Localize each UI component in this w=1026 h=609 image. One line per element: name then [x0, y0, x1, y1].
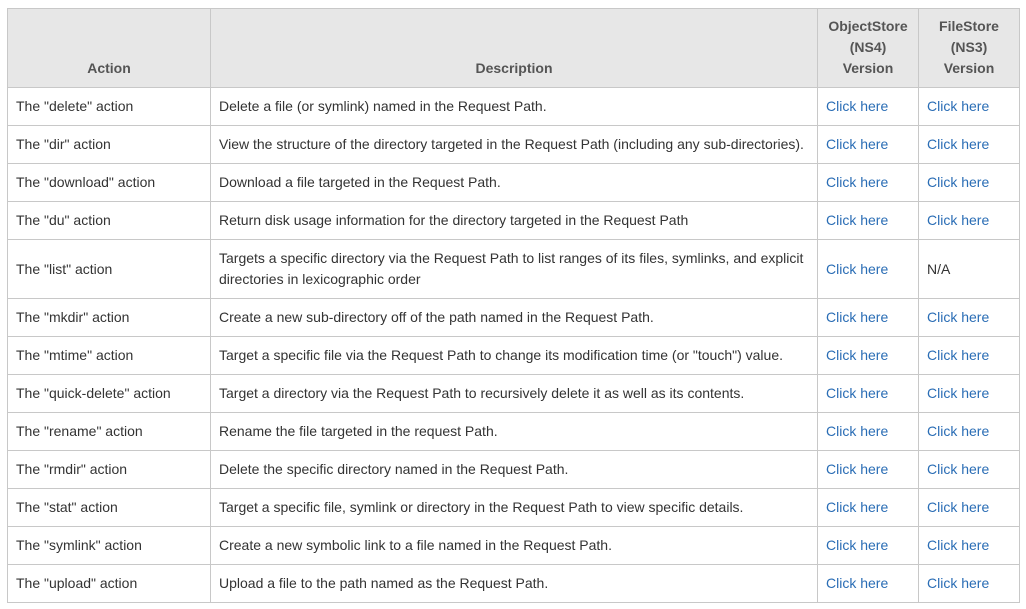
action-cell: The "symlink" action [8, 527, 211, 565]
action-cell: The "delete" action [8, 88, 211, 126]
header-objectstore [818, 9, 919, 88]
objectstore-link[interactable]: Click here [826, 423, 889, 439]
objectstore-cell [818, 337, 919, 375]
objectstore-link[interactable]: Click here [826, 461, 889, 477]
action-cell: The "quick-delete" action [8, 375, 211, 413]
filestore-link[interactable]: Click here [927, 136, 990, 152]
filestore-link[interactable]: Click here [927, 385, 990, 401]
action-cell: The "dir" action [8, 126, 211, 164]
objectstore-cell [818, 164, 919, 202]
objectstore-link[interactable]: Click here [826, 537, 889, 553]
header-filestore-line-1: FileStore [939, 18, 999, 34]
table-row [8, 337, 1020, 375]
filestore-cell [919, 489, 1020, 527]
filestore-cell [919, 202, 1020, 240]
objectstore-cell [818, 202, 919, 240]
objectstore-link[interactable]: Click here [826, 499, 889, 515]
actions-table [7, 8, 1020, 603]
action-cell: The "du" action [8, 202, 211, 240]
action-cell: The "list" action [8, 240, 211, 299]
header-objectstore-line-1: ObjectStore [828, 18, 908, 34]
table-row [8, 375, 1020, 413]
filestore-cell [919, 126, 1020, 164]
filestore-cell [919, 565, 1020, 603]
header-action [8, 9, 211, 88]
table-row [8, 489, 1020, 527]
filestore-link[interactable]: Click here [927, 174, 990, 190]
header-row [8, 9, 1020, 88]
action-cell: The "mtime" action [8, 337, 211, 375]
filestore-na-cell: N/A [919, 240, 1020, 299]
filestore-link[interactable]: Click here [927, 423, 990, 439]
objectstore-cell [818, 299, 919, 337]
description-cell: Upload a file to the path named as the Request Path. [211, 565, 818, 603]
description-cell: Target a specific file via the Request Path to change its modification time (or "touch") value. [211, 337, 818, 375]
description-cell: Download a file targeted in the Request Path. [211, 164, 818, 202]
description-cell: Delete a file (or symlink) named in the Request Path. [211, 88, 818, 126]
objectstore-cell [818, 375, 919, 413]
objectstore-cell [818, 88, 919, 126]
header-action-label: Action [87, 60, 131, 76]
filestore-link[interactable]: Click here [927, 98, 990, 114]
filestore-cell [919, 375, 1020, 413]
actions-table-wrapper [7, 8, 1020, 603]
description-cell: Create a new symbolic link to a file named in the Request Path. [211, 527, 818, 565]
header-filestore-line-3: Version [943, 60, 995, 76]
filestore-link[interactable]: Click here [927, 537, 990, 553]
table-row [8, 527, 1020, 565]
table-header [8, 9, 1020, 88]
action-cell: The "stat" action [8, 489, 211, 527]
objectstore-cell [818, 527, 919, 565]
filestore-cell [919, 164, 1020, 202]
description-cell: Rename the file targeted in the request Path. [211, 413, 818, 451]
objectstore-link[interactable]: Click here [826, 212, 889, 228]
table-row [8, 164, 1020, 202]
objectstore-link[interactable]: Click here [826, 309, 889, 325]
description-cell: Targets a specific directory via the Request Path to list ranges of its files, symlinks, and explicit directories in lexicographic order [211, 240, 818, 299]
objectstore-cell [818, 413, 919, 451]
objectstore-cell [818, 565, 919, 603]
objectstore-link[interactable]: Click here [826, 174, 889, 190]
objectstore-link[interactable]: Click here [826, 136, 889, 152]
filestore-cell [919, 527, 1020, 565]
filestore-cell [919, 451, 1020, 489]
filestore-cell [919, 413, 1020, 451]
description-cell: Return disk usage information for the directory targeted in the Request Path [211, 202, 818, 240]
objectstore-link[interactable]: Click here [826, 260, 889, 277]
action-cell: The "mkdir" action [8, 299, 211, 337]
header-description-label: Description [475, 60, 553, 76]
objectstore-link[interactable]: Click here [826, 575, 889, 591]
filestore-link[interactable]: Click here [927, 347, 990, 363]
header-filestore [919, 9, 1020, 88]
header-objectstore-line-3: Version [842, 60, 894, 76]
header-filestore-line-2: (NS3) [950, 39, 988, 55]
filestore-cell [919, 88, 1020, 126]
action-cell: The "rename" action [8, 413, 211, 451]
filestore-cell [919, 337, 1020, 375]
table-row [8, 88, 1020, 126]
objectstore-cell [818, 451, 919, 489]
table-row [8, 451, 1020, 489]
action-cell: The "upload" action [8, 565, 211, 603]
table-row [8, 413, 1020, 451]
objectstore-link[interactable]: Click here [826, 347, 889, 363]
table-row [8, 240, 1020, 299]
table-row [8, 202, 1020, 240]
description-cell: Target a specific file, symlink or directory in the Request Path to view specific details. [211, 489, 818, 527]
filestore-link[interactable]: Click here [927, 575, 990, 591]
objectstore-cell [818, 489, 919, 527]
filestore-link[interactable]: Click here [927, 309, 990, 325]
objectstore-cell [818, 126, 919, 164]
objectstore-link[interactable]: Click here [826, 385, 889, 401]
header-description [211, 9, 818, 88]
table-body [8, 88, 1020, 603]
filestore-link[interactable]: Click here [927, 499, 990, 515]
filestore-cell [919, 299, 1020, 337]
description-cell: Delete the specific directory named in the Request Path. [211, 451, 818, 489]
objectstore-link[interactable]: Click here [826, 98, 889, 114]
description-cell: Create a new sub-directory off of the path named in the Request Path. [211, 299, 818, 337]
description-cell: View the structure of the directory targeted in the Request Path (including any sub-directories). [211, 126, 818, 164]
table-row [8, 299, 1020, 337]
objectstore-cell [818, 240, 919, 299]
table-row [8, 126, 1020, 164]
header-objectstore-line-2: (NS4) [849, 39, 887, 55]
table-row [8, 565, 1020, 603]
action-cell: The "rmdir" action [8, 451, 211, 489]
description-cell: Target a directory via the Request Path to recursively delete it as well as its contents. [211, 375, 818, 413]
filestore-link[interactable]: Click here [927, 461, 990, 477]
action-cell: The "download" action [8, 164, 211, 202]
filestore-link[interactable]: Click here [927, 212, 990, 228]
